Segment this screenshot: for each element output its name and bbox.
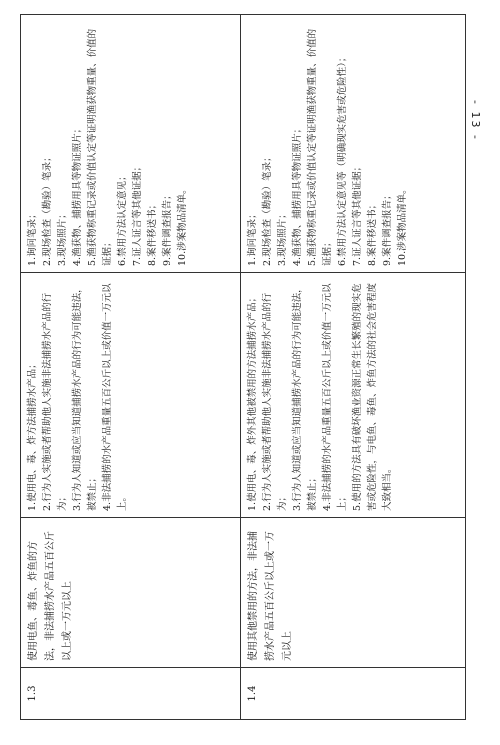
row-number-cell <box>241 668 466 720</box>
evidence-item: 6.禁用方法认定意见； <box>117 171 128 266</box>
page-number: - 13 - <box>469 99 482 141</box>
criteria-item: 1.使用电、毒、炸外其他被禁用的方法捕捞水产品； <box>247 292 258 511</box>
criteria-item: 4.非法捕捞的水产品重量五百公斤以上或价值一万元以上； <box>322 283 348 511</box>
rotated-page <box>20 15 465 720</box>
evidence-item: 1.询问笔录； <box>27 209 38 266</box>
criteria-table <box>20 14 466 720</box>
evidence-item: 9.案件调查报告； <box>162 190 173 266</box>
criteria-item: 4.非法捕捞的水产品重量五百公斤以上或价值一万元以上。 <box>102 283 128 511</box>
evidence-item: 2.现场检查（勘验）笔录； <box>262 152 273 266</box>
table-row-1-4 <box>241 15 466 720</box>
evidence-item: 5.渔获物称重记录或价值认定等证明渔获物重量、价值的证据； <box>307 28 333 266</box>
criteria-item: 2.行为人实施或者帮助他人实施非法捕捞水产品的行为； <box>262 292 288 511</box>
evidence-cell <box>241 15 466 273</box>
criteria-item: 2.行为人实施或者帮助他人实施非法捕捞水产品的行为； <box>42 292 68 511</box>
evidence-item: 4.渔获物、捕捞用具等物证照片； <box>72 123 83 266</box>
case-description: 使用其他禁用的方法，非法捕捞水产品五百公斤以上或一万元以上 <box>248 531 293 661</box>
criteria-item: 1.使用电、毒、炸方法捕捞水产品； <box>27 359 38 511</box>
evidence-item: 8.案件移送书； <box>147 199 158 266</box>
case-description-cell <box>21 518 241 668</box>
criteria-item: 3.行为人知道或应当知道捕捞水产品的行为可能违法，被禁止； <box>292 283 318 511</box>
evidence-item: 3.现场照片； <box>57 209 68 266</box>
evidence-item: 1.询问笔录； <box>247 209 258 266</box>
evidence-item: 5.渔获物称重记录或价值认定等证明渔获物重量、价值的证据； <box>87 28 113 266</box>
evidence-item: 10.涉案物品清单。 <box>177 184 188 266</box>
evidence-item: 4.渔获物、捕捞用具等物证照片； <box>292 123 303 266</box>
evidence-item: 10.涉案物品清单。 <box>397 184 408 266</box>
evidence-item: 6.禁用方法认定意见等（明确现实危害或危险性）； <box>337 52 348 266</box>
case-description-cell <box>241 518 466 668</box>
evidence-item: 7.证人证言等其他证据； <box>132 161 143 266</box>
criteria-cell <box>21 273 241 518</box>
evidence-item: 3.现场照片； <box>277 209 288 266</box>
row-number-cell <box>21 668 241 720</box>
criteria-cell <box>241 273 466 518</box>
evidence-item: 8.案件移送书； <box>367 199 378 266</box>
row-number: 1.4 <box>247 685 258 702</box>
evidence-item: 2.现场检查（勘验）笔录； <box>42 152 53 266</box>
table-row-1-3 <box>21 15 241 720</box>
case-description: 使用电鱼、毒鱼、炸鱼的方法，非法捕捞水产品五百公斤以上或一万元以上 <box>28 531 73 661</box>
row-number: 1.3 <box>27 685 38 702</box>
evidence-cell <box>21 15 241 273</box>
evidence-item: 9.案件调查报告； <box>382 190 393 266</box>
criteria-item: 5.使用的方法具有破坏渔业资源正常生长繁殖的现实危害或危险性，与电鱼、毒鱼、炸鱼方法的社会危害程度大致相当。 <box>352 282 393 511</box>
criteria-item: 3.行为人知道或应当知道捕捞水产品的行为可能违法，被禁止； <box>72 283 98 511</box>
evidence-item: 7.证人证言等其他证据； <box>352 161 363 266</box>
